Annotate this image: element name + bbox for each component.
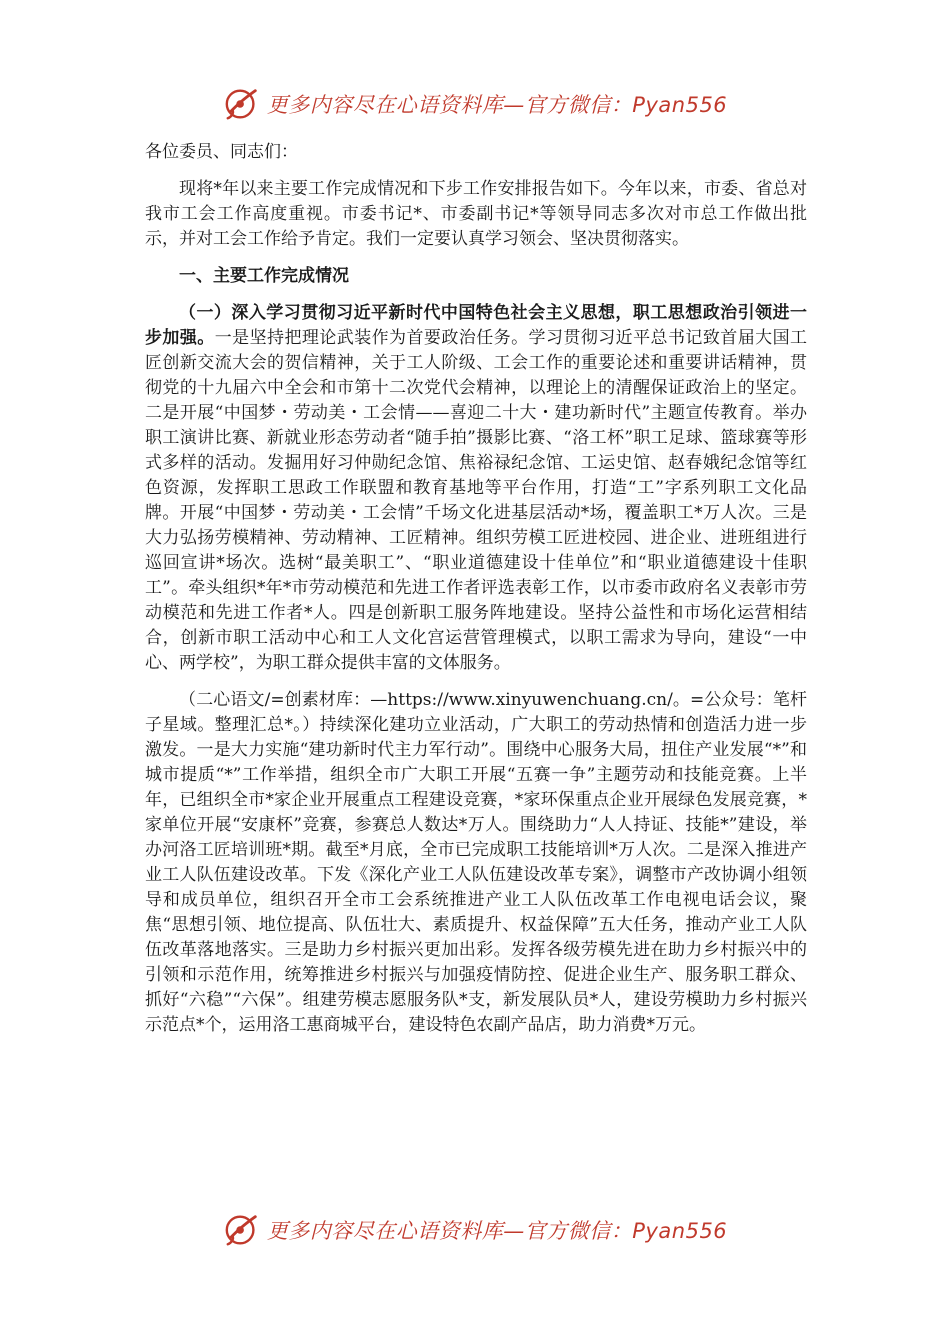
document-body (145, 140, 807, 1050)
item1-paragraph (145, 301, 807, 676)
brush-logo-icon (223, 85, 261, 123)
footer-watermark-text: 更多内容尽在心语资料库—官方微信：Pyan556 (266, 1219, 728, 1243)
brush-logo-icon (223, 1211, 261, 1249)
item2-paragraph: （二心语文/=创素材库：—https://www.xinyuwenchuang.cn/。=公众号：笔杆子星域。整理汇总*。）持续深化建功立业活动，广大职工的劳动热情和创造活力进一步激发。一是大力实施“建功新时代主力军行动”。围绕中心服务大局，扭住产业发展“*”和城市提质“*”工作举措，组织全市广大职工开展“五赛一争”主题劳动和技能竞赛。上半年，已组织全市*家企业开展重点工程建设竞赛，*家环保重点企业开展绿色发展竞赛，*家单位开展“安康杯”竞赛，参赛总人数达*万人。围绕助力“人人持证、技能*”建设，举办河洛工匠培训班*期。截至*月底，全市已完成职工技能培训*万人次。二是深入推进产业工人队伍建设改革。下发《深化产业工人队伍建设改革专案》，调整市产改协调小组领导和成员单位，组织召开全市工会系统推进产业工人队伍改革工作电视电话会议，聚焦“思想引领、地位提高、队伍壮大、素质提升、权益保障”五大任务，推动产业工人队伍改革落地落实。三是助力乡村振兴更加出彩。发挥各级劳模先进在助力乡村振兴中的引领和示范作用，统筹推进乡村振兴与加强疫情防控、促进企业生产、服务职工群众、抓好“六稳”“六保”。组建劳模志愿服务队*支，新发展队员*人，建设劳模助力乡村振兴示范点*个，运用洛工惠商城平台，建设特色农副产品店，助力消费*万元。 (145, 690, 807, 1035)
section-heading: 一、主要工作完成情况 (179, 266, 349, 286)
salutation: 各位委员、同志们： (145, 142, 298, 162)
item1-body: 一是坚持把理论武装作为首要政治任务。学习贯彻习近平总书记致首届大国工匠创新交流大会的贺信精神，关于工人阶级、工会工作的重要论述和重要讲话精神，贯彻党的十九届六中全会和市第十二次党代会精神，以理论上的清醒保证政治上的坚定。二是开展“中国梦・劳动美・工会情——喜迎二十大・建功新时代”主题宣传教育。举办职工演讲比赛、新就业形态劳动者“随手拍”摄影比赛、“洛工杯”职工足球、篮球赛等形式多样的活动。发掘用好习仲勋纪念馆、焦裕禄纪念馆、工运史馆、赵春娥纪念馆等红色资源，发挥职工思政工作联盟和教育基地等平台作用，打造“工”字系列职工文化品牌。开展“中国梦・劳动美・工会情”千场文化进基层活动*场，覆盖职工*万人次。三是大力弘扬劳模精神、劳动精神、工匠精神。组织劳模工匠进校园、进企业、进班组进行巡回宣讲*场次。选树“最美职工”、“职业道德建设十佳单位”和“职业道德建设十佳职工”。牵头组织*年*市劳动模范和先进工作者评选表彰工作，以市委市政府名义表彰市劳动模范和先进工作者*人。四是创新职工服务阵地建设。坚持公益性和市场化运营相结合，创新市职工活动中心和工人文化宫运营管理模式，以职工需求为导向，建设“一中心、两学校”，为职工群众提供丰富的文体服务。 (145, 328, 808, 673)
item1-lead: （一）深入学习贯彻习近平新时代中国特色社会主义思想，职工思想政治引领进一步加强。 (145, 303, 807, 348)
header-watermark-text: 更多内容尽在心语资料库—官方微信：Pyan556 (266, 93, 728, 117)
footer-watermark-banner (0, 1206, 950, 1254)
intro-paragraph: 现将*年以来主要工作完成情况和下步工作安排报告如下。今年以来，市委、省总对我市工会工作高度重视。市委书记*、市委副书记*等领导同志多次对市总工作做出批示，并对工会工作给予肯定。我们一定要认真学习领会、坚决贯彻落实。 (145, 179, 807, 249)
header-watermark-banner (0, 80, 950, 128)
